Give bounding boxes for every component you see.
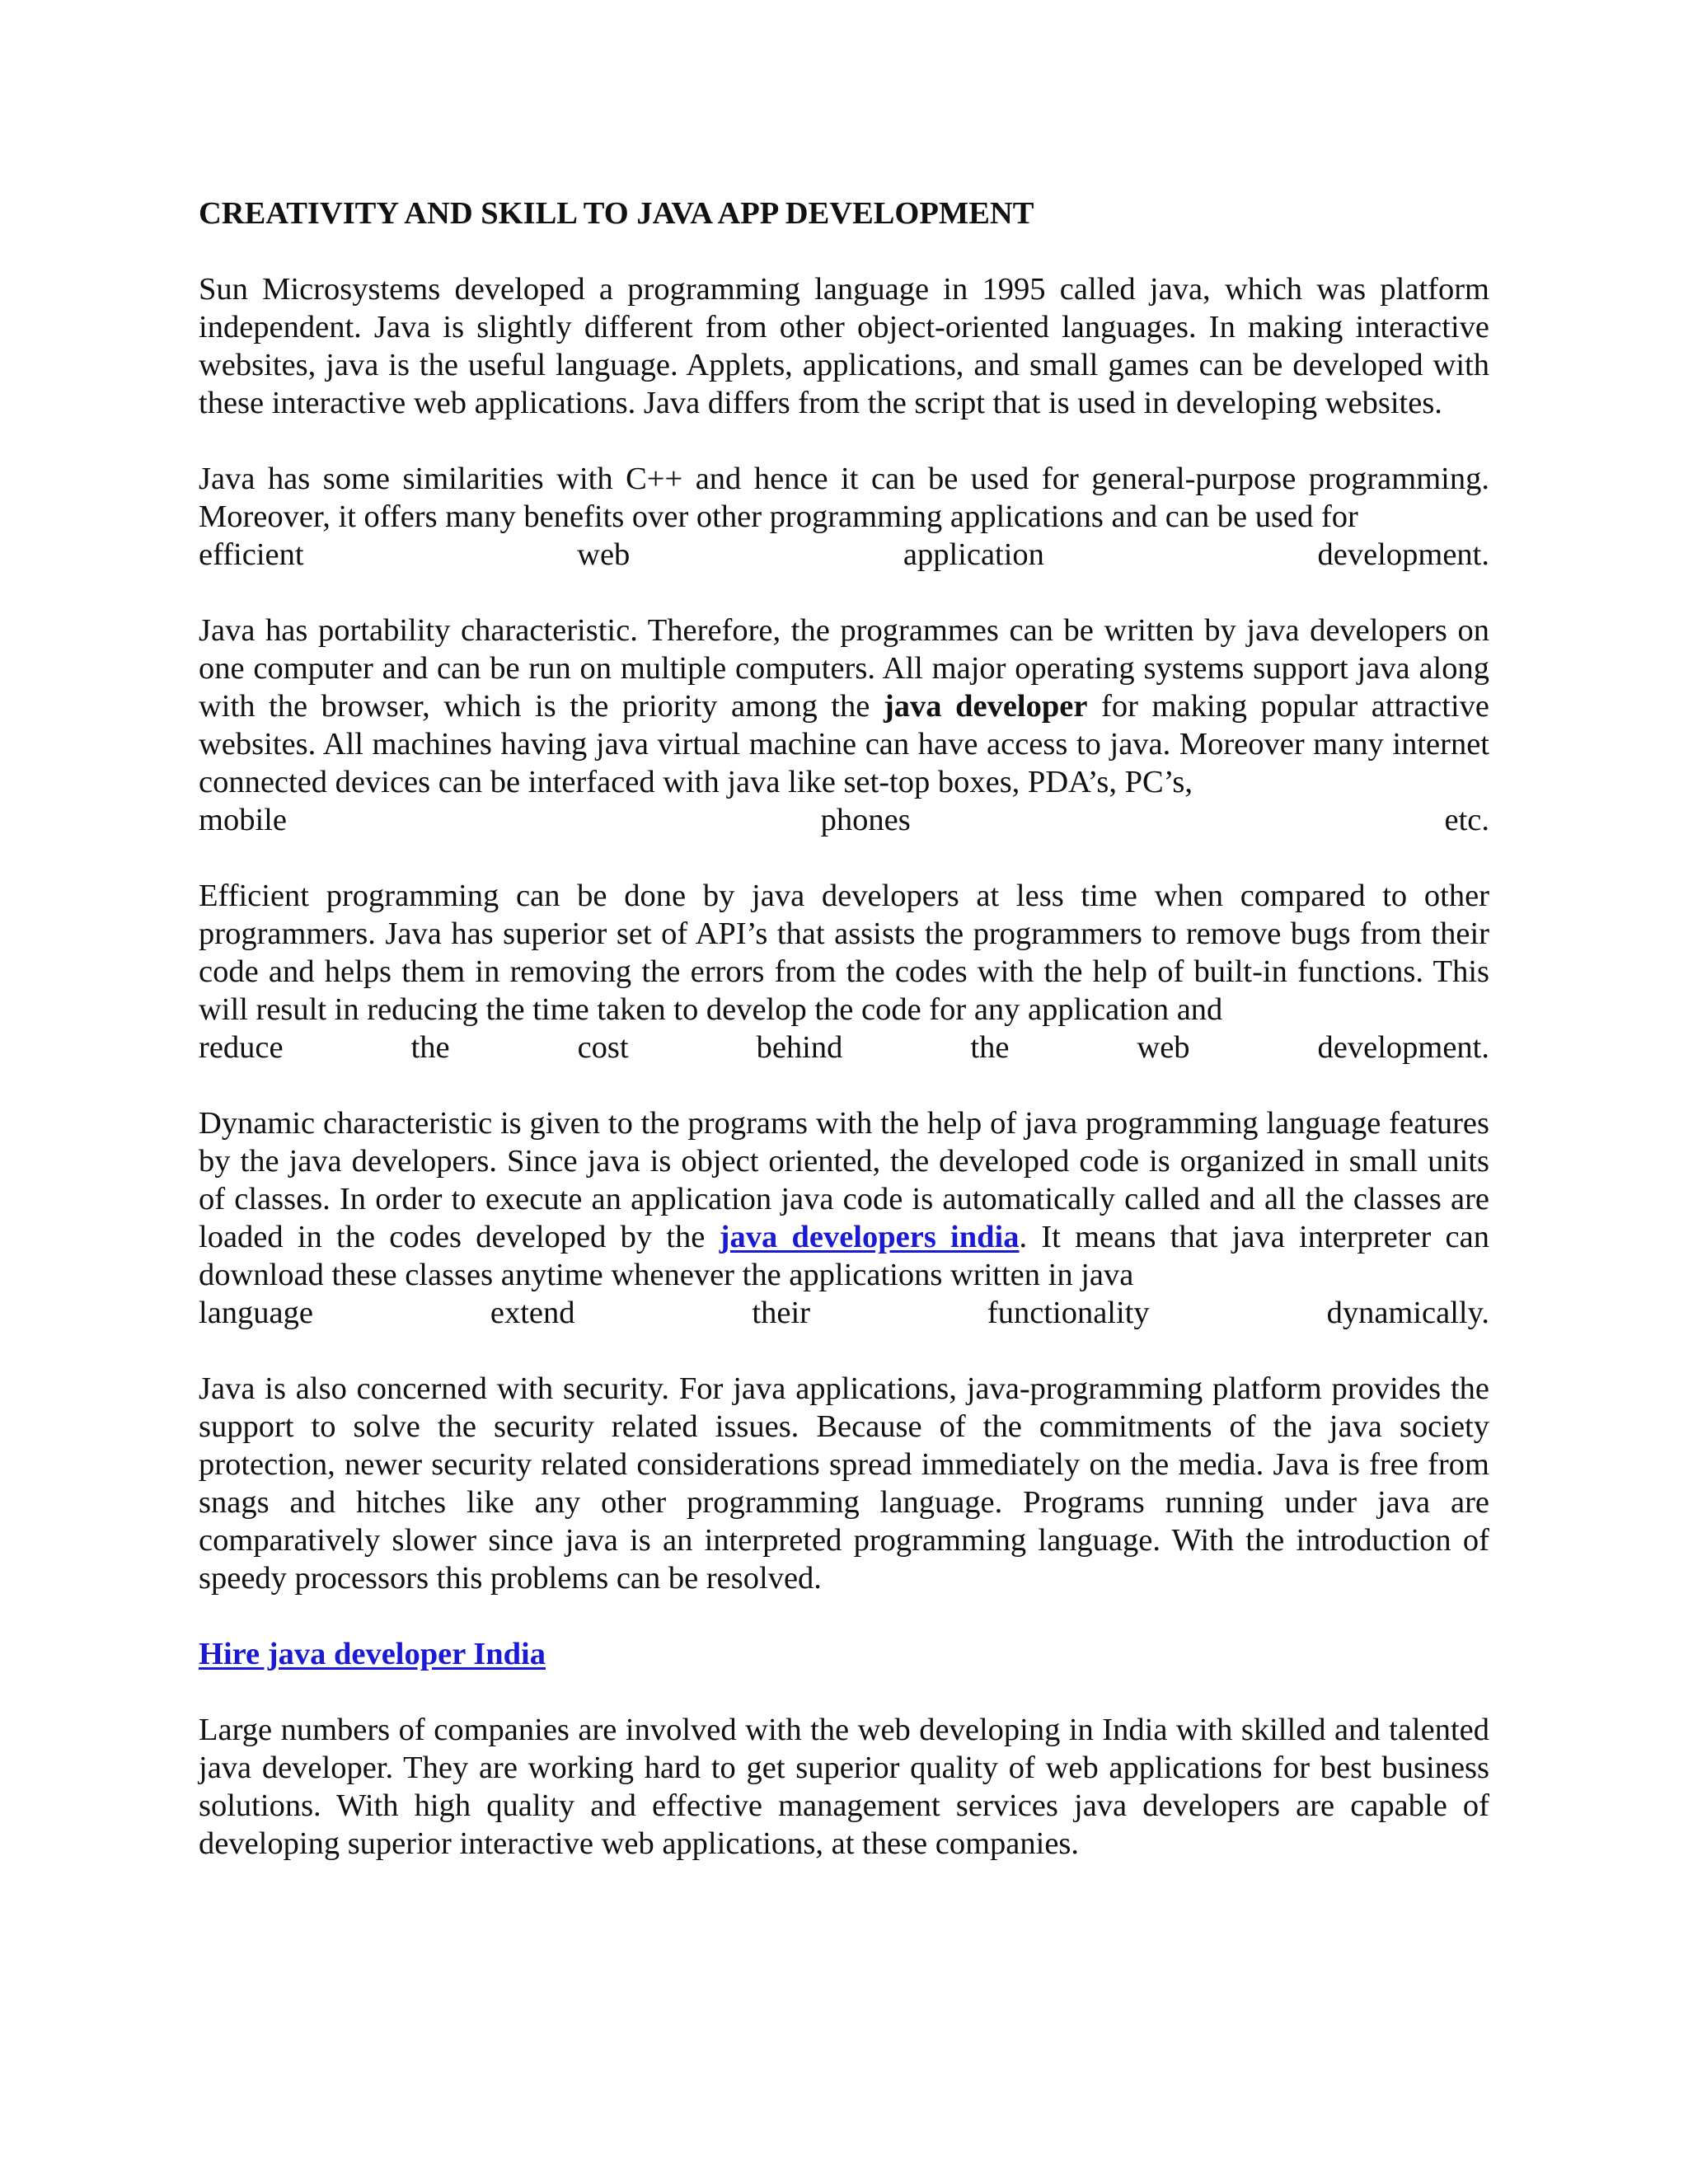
document-title: CREATIVITY AND SKILL TO JAVA APP DEVELOPMENT [199, 196, 1034, 231]
java-developer-bold: java developer [883, 689, 1088, 724]
java-developers-india-link[interactable]: java developers india [719, 1220, 1020, 1254]
paragraph-dynamic-last-line: language extend their functionality dynamically. [199, 1296, 1489, 1330]
paragraph-portability-text-end: for making popular attractive websites. All machines having java virtual machine can have access to java. Moreover many internet connected devices can be interfaced with java like set-top boxes, PDA’s, PC’s, [199, 689, 1489, 799]
paragraph-intro: Sun Microsystems developed a programming language in 1995 called java, which was platform independent. Java is slightly different from other object-oriented languages. In making interactive websites, java is the useful language. Applets, applications, and small games can be developed with these interactive web applications. Java differs from the script that is used in developing websites. [199, 272, 1489, 420]
document-body [199, 194, 1489, 1900]
paragraph-efficiency-last-line: reduce the cost behind the web development. [199, 1030, 1489, 1065]
paragraph-portability [199, 612, 1489, 839]
paragraph-dynamic [199, 1104, 1489, 1332]
paragraph-security: Java is also concerned with security. For java applications, java-programming platform provides the support to solve the security related issues. Because of the commitments of the java society protection, newer security related considerations spread immediately on the media. Java is free from snags and hitches like any other programming language. Programs running under java are comparatively slower since java is an interpreted programming language. With the introduction of speedy processors this problems can be resolved. [199, 1371, 1489, 1596]
hire-link-paragraph [199, 1635, 1489, 1673]
paragraph-companies: Large numbers of companies are involved with the web developing in India with skilled and talented java developer. They are working hard to get superior quality of web applications for best business solutions. With high quality and effective management services java developers are capable of developing superior interactive web applications, at these companies. [199, 1713, 1489, 1861]
paragraph-efficiency-text: Efficient programming can be done by java developers at less time when compared to other programmers. Java has superior set of API’s that assists the programmers to remove bugs from their code and helps them in removing the errors from the codes with the help of built-in functions. This will result in reducing the time taken to develop the code for any application and [199, 879, 1489, 1027]
paragraph-portability-text-start: Java has portability characteristic. Therefore, the programmes can be written by java developers on one computer and can be run on multiple computers. All major operating systems support java along with the browser, which is the priority among the [199, 613, 1489, 724]
paragraph-cpp-similarity-text: Java has some similarities with C++ and hence it can be used for general-purpose programming. Moreover, it offers many benefits over other programming applications and can be used for [199, 462, 1489, 534]
paragraph-dynamic-text-end: . It means that java interpreter can download these classes anytime whenever the applications written in java [199, 1220, 1489, 1292]
paragraph-efficiency [199, 877, 1489, 1066]
paragraph-portability-last-line: mobile phones etc. [199, 803, 1489, 837]
paragraph-cpp-similarity-last-line: efficient web application development. [199, 537, 1489, 572]
paragraph-dynamic-text-start: Dynamic characteristic is given to the programs with the help of java programming language features by the java developers. Since java is object oriented, the developed code is organized in small units of classes. In order to execute an application java code is automatically called and all the classes are loaded in the codes developed by the [199, 1106, 1489, 1254]
hire-java-developer-india-link[interactable]: Hire java developer India [199, 1637, 546, 1671]
paragraph-cpp-similarity [199, 460, 1489, 574]
